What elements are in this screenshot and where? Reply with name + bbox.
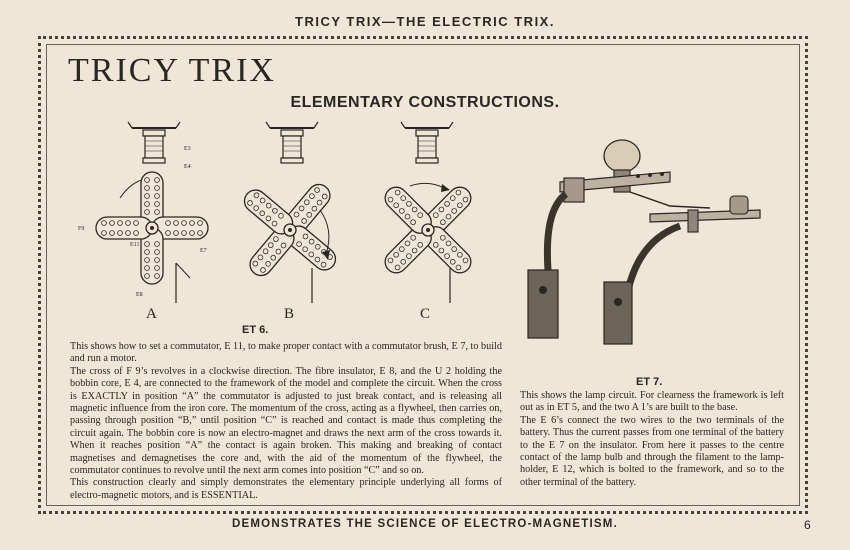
part-label: E4: [184, 164, 191, 170]
position-c-drawing: [381, 122, 476, 322]
part-label: E11: [130, 242, 140, 248]
et7-caption: ET 7.: [636, 376, 663, 388]
et6-motor-diagram: [72, 118, 492, 323]
et6-description: [70, 341, 502, 502]
position-b-drawing: [240, 122, 340, 322]
position-a-label: A: [146, 306, 157, 322]
brand-title: TRICY TRIX: [68, 52, 276, 89]
page-footer: DEMONSTRATES THE SCIENCE OF ELECTRO-MAGNETISM.: [232, 518, 618, 530]
et7-description: [520, 390, 784, 489]
et6-paragraph: This shows how to set a commutator, E 11, to make proper contact with a commutator brush, E 7, to build and run a motor.: [70, 341, 502, 365]
position-b-label: B: [284, 306, 295, 322]
part-label: F9: [78, 226, 85, 232]
position-a-drawing: [78, 122, 208, 322]
part-label: E8: [136, 292, 143, 298]
part-label: E7: [200, 248, 207, 254]
et6-caption: ET 6.: [242, 324, 269, 336]
et6-paragraph: This construction clearly and simply demonstrates the elementary principle underlying all forms of electro-magnetic motors, and is ESSENTIAL.: [70, 477, 502, 501]
part-label: E3: [184, 146, 191, 152]
et6-paragraph: The cross of F 9’s revolves in a clockwise direction. The fibre insulator, E 8, and the U 2 holding the bobbin core, E 4, are connected to the framework of the model and complete the circuit. When the cross is EXACTLY in position “A” the commutator is adjusted to just break contact, and is releasing all magnetic influence from the iron core. The momentum of the cross, acting as a flywheel, then carries on, passing through position “B,” until position “C” is reached and contact is made thus completing the circuit again. The bobbin core is now an electro-magnet and draws the next arm of the cross towards it. When it reaches position “A” the contact is again broken. This making and breaking of contact magnetises and demagnetises the core and, with the aid of the momentum of the flywheel, the commutator continues to revolve until the next arm comes into position “C” and so on.: [70, 365, 502, 477]
position-c-label: C: [420, 306, 431, 322]
et7-paragraph: This shows the lamp circuit. For clearness the framework is left out as in ET 5, and the two A 1’s are built to the base.: [520, 390, 784, 414]
running-head: TRICY TRIX—THE ELECTRIC TRIX.: [295, 14, 555, 29]
page-number: 6: [804, 518, 811, 532]
et7-lamp-diagram: [520, 130, 780, 350]
et7-paragraph: The E 6’s connect the two wires to the two terminals of the battery. Thus the current passes from one terminal of the battery to the E 7 on the insulator. From here it passes to the centre contact of the lamp bulb and through the filament to the lamp-holder, E 12, which is bolted to the framework, and so to the other terminal of the battery.: [520, 414, 784, 488]
page-heading: ELEMENTARY CONSTRUCTIONS.: [290, 94, 560, 111]
